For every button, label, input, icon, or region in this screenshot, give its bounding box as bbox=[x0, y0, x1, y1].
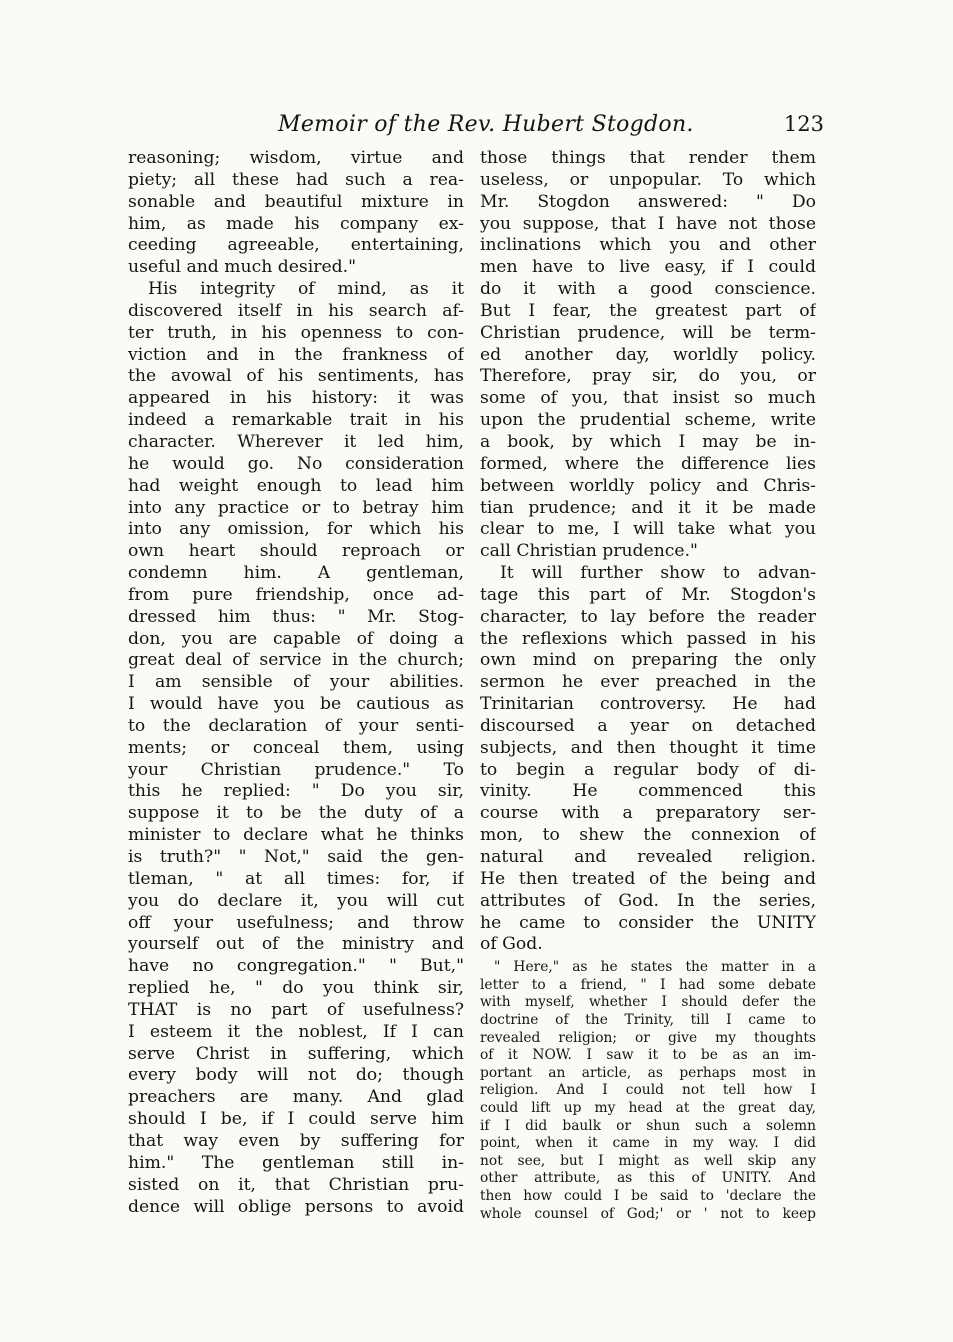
text-line: I am sensible of your abilities. bbox=[128, 672, 464, 693]
text-line: to the declaration of your senti- bbox=[128, 715, 464, 736]
text-line: this he replied: " Do you sir, bbox=[128, 781, 464, 802]
text-line: I would have you be cautious as bbox=[128, 694, 464, 715]
text-line: I esteem it the noblest, If I can bbox=[128, 1021, 464, 1042]
text-line: into any omission, for which his bbox=[128, 519, 464, 540]
text-line: preachers are many. And glad bbox=[128, 1087, 464, 1108]
text-line: you suppose, that I have not those bbox=[480, 213, 816, 234]
text-line: men have to live easy, if I could bbox=[480, 257, 816, 278]
text-line: dence will oblige persons to avoid bbox=[128, 1196, 464, 1217]
text-line: him." The gentleman still in- bbox=[128, 1152, 464, 1173]
quote-line: could lift up my head at the great day, bbox=[480, 1099, 816, 1116]
text-line: between worldly policy and Chris- bbox=[480, 475, 816, 496]
text-line: you do declare it, you will cut bbox=[128, 890, 464, 911]
text-line: serve Christ in suffering, which bbox=[128, 1043, 464, 1064]
text-line: clear to me, I will take what you bbox=[480, 519, 816, 540]
text-line: He then treated of the being and bbox=[480, 868, 816, 889]
text-line: replied he, " do you think sir, bbox=[128, 978, 464, 999]
text-line: a book, by which I may be in- bbox=[480, 431, 816, 452]
text-line: Therefore, pray sir, do you, or bbox=[480, 366, 816, 387]
quote-line: with myself, whether I should defer the bbox=[480, 994, 816, 1011]
text-line: suppose it to be the duty of a bbox=[128, 803, 464, 824]
text-line: ter truth, in his openness to con- bbox=[128, 322, 464, 343]
text-line: do it with a good conscience. bbox=[480, 279, 816, 300]
text-line: mon, to shew the connexion of bbox=[480, 825, 816, 846]
text-line: piety; all these had such a rea- bbox=[128, 169, 464, 190]
quote-line: whole counsel of God;' or ' not to keep bbox=[480, 1205, 816, 1222]
text-line: don, you are capable of doing a bbox=[128, 628, 464, 649]
text-line: had weight enough to lead him bbox=[128, 475, 464, 496]
text-line: upon the prudential scheme, write bbox=[480, 410, 816, 431]
quote-line: point, when it came in my way. I did bbox=[480, 1135, 816, 1152]
quote-line: then how could I be said to 'declare the bbox=[480, 1187, 816, 1204]
text-line: of God. bbox=[480, 934, 543, 955]
text-line: some of you, that insist so much bbox=[480, 388, 816, 409]
text-line: natural and revealed religion. bbox=[480, 847, 816, 867]
text-line: tage this part of Mr. Stogdon's bbox=[480, 584, 816, 605]
text-line: minister to declare what he thinks bbox=[128, 825, 464, 846]
quote-line: other attribute, as this of UNITY. And bbox=[480, 1170, 816, 1187]
text-line: But I fear, the greatest part of bbox=[480, 300, 816, 321]
text-line: Mr. Stogdon answered: " Do bbox=[480, 191, 816, 212]
text-line: appeared in his history: it was bbox=[128, 388, 464, 409]
text-line: ments; or conceal them, using bbox=[128, 737, 464, 758]
text-line: character, to lay before the reader bbox=[480, 606, 816, 627]
text-line: off your usefulness; and throw bbox=[128, 912, 464, 933]
text-line: own heart should reproach or bbox=[128, 541, 464, 562]
text-line: attributes of God. In the series, bbox=[480, 890, 816, 911]
text-line: that way even by suffering for bbox=[128, 1130, 464, 1151]
text-line: he would go. No consideration bbox=[128, 453, 464, 474]
text-line: he came to consider the UNITY bbox=[480, 912, 816, 933]
text-line: great deal of service in the church; bbox=[128, 650, 464, 671]
quote-line: letter to a friend, " I had some debate bbox=[480, 976, 816, 993]
text-line: THAT is no part of usefulness? bbox=[128, 999, 464, 1020]
text-line: indeed a remarkable trait in his bbox=[128, 410, 464, 431]
right-column bbox=[480, 148, 816, 1223]
text-line: the reflexions which passed in his bbox=[480, 628, 816, 649]
quote-line: if I did baulk or shun such a solemn bbox=[480, 1117, 816, 1134]
text-line: His integrity of mind, as it bbox=[148, 279, 464, 300]
text-line: subjects, and then thought it time bbox=[480, 737, 816, 758]
quote-line: doctrine of the Trinity, till I came to bbox=[480, 1012, 816, 1028]
text-line: sonable and beautiful mixture in bbox=[128, 191, 464, 212]
quote-line: portant an article, as perhaps most in bbox=[480, 1064, 816, 1081]
text-line: discoursed a year on detached bbox=[480, 715, 816, 736]
text-line: character. Wherever it led him, bbox=[128, 431, 464, 452]
quote-line: of it NOW. I saw it to be as an im- bbox=[480, 1047, 816, 1064]
text-line: yourself out of the ministry and bbox=[128, 934, 464, 955]
text-line: viction and in the frankness of bbox=[128, 344, 464, 365]
text-line: sermon he ever preached in the bbox=[480, 672, 816, 693]
text-line: your Christian prudence." To bbox=[128, 759, 464, 780]
text-line: dressed him thus: " Mr. Stog- bbox=[128, 606, 464, 627]
text-line: sisted on it, that Christian pru- bbox=[128, 1174, 464, 1195]
text-line: call Christian prudence." bbox=[480, 541, 698, 562]
text-line: formed, where the difference lies bbox=[480, 453, 816, 474]
text-line: him, as made his company ex- bbox=[128, 213, 464, 234]
text-line: condemn him. A gentleman, bbox=[128, 563, 464, 584]
quote-line: not see, but I might as well skip any bbox=[480, 1152, 816, 1169]
text-line: from pure friendship, once ad- bbox=[128, 584, 464, 605]
text-line: is truth?" " Not," said the gen- bbox=[128, 847, 464, 867]
text-line: the avowal of his sentiments, has bbox=[128, 366, 464, 387]
quote-line: religion. And I could not tell how I bbox=[480, 1082, 816, 1099]
text-line: every body will not do; though bbox=[128, 1065, 464, 1086]
text-line: ceeding agreeable, entertaining, bbox=[128, 235, 464, 256]
text-line: reasoning; wisdom, virtue and bbox=[128, 148, 464, 168]
text-line: It will further show to advan- bbox=[500, 563, 816, 584]
text-line: vinity. He commenced this bbox=[480, 781, 816, 802]
quote-line: " Here," as he states the matter in a bbox=[494, 959, 816, 976]
text-line: inclinations which you and other bbox=[480, 235, 816, 256]
text-line: tleman, " at all times: for, if bbox=[128, 868, 464, 889]
text-line: discovered itself in his search af- bbox=[128, 300, 464, 321]
text-line: into any practice or to betray him bbox=[128, 497, 464, 518]
text-line: should I be, if I could serve him bbox=[128, 1109, 464, 1130]
text-line: useful and much desired." bbox=[128, 257, 357, 278]
text-line: course with a preparatory ser- bbox=[480, 803, 816, 824]
text-line: own mind on preparing the only bbox=[480, 650, 816, 671]
text-line: have no congregation." " But," bbox=[128, 956, 464, 977]
text-line: tian prudence; and it it be made bbox=[480, 497, 816, 518]
quote-line: revealed religion; or give my thoughts bbox=[480, 1029, 816, 1046]
text-line: ed another day, worldly policy. bbox=[480, 344, 816, 365]
letter-quotation bbox=[480, 959, 816, 1223]
text-line: Trinitarian controversy. He had bbox=[480, 694, 816, 715]
text-line: Christian prudence, will be term- bbox=[480, 322, 816, 343]
text-line: to begin a regular body of di- bbox=[480, 759, 816, 780]
text-line: useless, or unpopular. To which bbox=[480, 169, 816, 190]
text-line: those things that render them bbox=[480, 148, 816, 168]
page-header bbox=[128, 110, 824, 146]
page-number: 123 bbox=[783, 112, 824, 136]
left-column bbox=[128, 148, 464, 1218]
running-title: Memoir of the Rev. Hubert Stogdon. bbox=[278, 112, 694, 137]
